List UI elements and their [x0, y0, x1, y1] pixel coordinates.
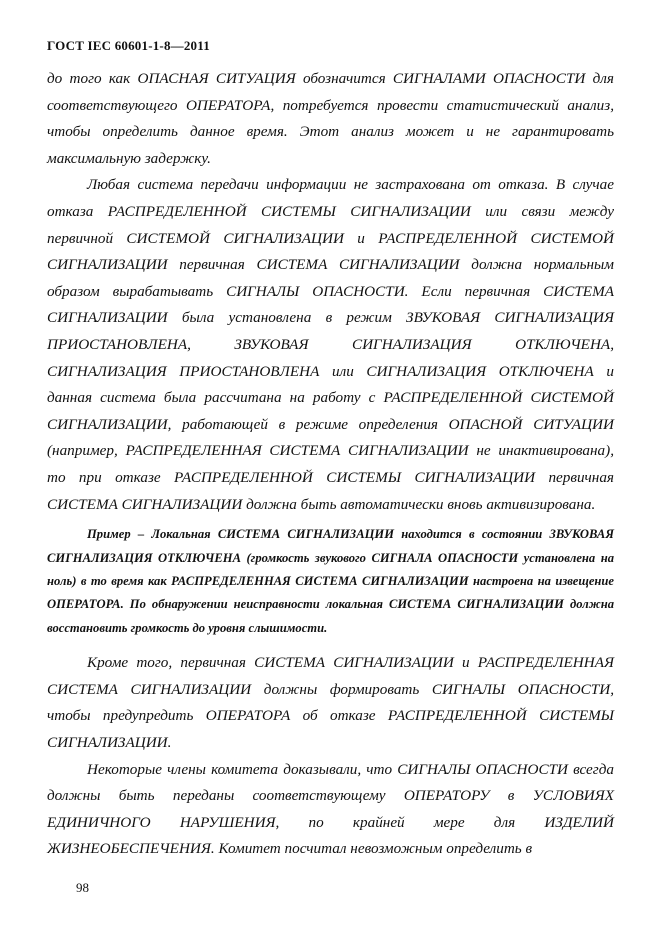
page-number: 98	[76, 880, 89, 895]
example-note: Пример – Локальная СИСТЕМА СИГНАЛИЗАЦИИ находится в состоянии ЗВУКОВАЯ СИГНАЛИЗАЦИЯ ОТКЛЮЧЕНА (громкость звукового СИГНАЛА ОПАСНОСТИ установлена на ноль) в то время как РАСПРЕДЕЛЕННАЯ СИСТЕМА СИГНАЛИЗАЦИИ настроена на извещение ОПЕРАТОРА. По обнаружении неисправности локальная СИСТЕМА СИГНАЛИЗАЦИИ должна восстановить громкость до уровня слышимости.	[47, 527, 614, 635]
paragraph-committee: Некоторые члены комитета доказывали, что СИГНАЛЫ ОПАСНОСТИ всегда должны быть переданы соответствующему ОПЕРАТОРУ в УСЛОВИЯХ ЕДИНИЧНОГО НАРУШЕНИЯ, по крайней мере для ИЗДЕЛИЙ ЖИЗНЕОБЕСПЕЧЕНИЯ. Комитет посчитал невозможным определить в	[47, 760, 614, 858]
paragraph-continuation: до того как ОПАСНАЯ СИТУАЦИЯ обозначится СИГНАЛАМИ ОПАСНОСТИ для соответствующего ОПЕРАТОРА, потребуется провести статистический анализ, чтобы определить данное время. Этот анализ может и не гарантировать максимальную задержку.	[47, 70, 614, 167]
standard-code-header: ГОСТ IEC 60601-1-8—2011	[47, 38, 210, 53]
paragraph-primary-signals: Кроме того, первичная СИСТЕМА СИГНАЛИЗАЦИИ и РАСПРЕДЕЛЕННАЯ СИСТЕМА СИГНАЛИЗАЦИИ должны формировать СИГНАЛЫ ОПАСНОСТИ, чтобы предупредить ОПЕРАТОРА об отказе РАСПРЕДЕЛЕННОЙ СИСТЕМЫ СИГНАЛИЗАЦИИ.	[47, 654, 614, 751]
paragraph-system-failure: Любая система передачи информации не застрахована от отказа. В случае отказа РАСПРЕДЕЛЕННОЙ СИСТЕМЫ СИГНАЛИЗАЦИИ или связи между первичной СИСТЕМОЙ СИГНАЛИЗАЦИИ и РАСПРЕДЕЛЕННОЙ СИСТЕМОЙ СИГНАЛИЗАЦИИ первичная СИСТЕМА СИГНАЛИЗАЦИИ должна нормальным образом вырабатывать СИГНАЛЫ ОПАСНОСТИ. Если первичная СИСТЕМА СИГНАЛИЗАЦИИ была установлена в режим ЗВУКОВАЯ СИГНАЛИЗАЦИЯ ПРИОСТАНОВЛЕНА, ЗВУКОВАЯ СИГНАЛИЗАЦИЯ ОТКЛЮЧЕНА, СИГНАЛИЗАЦИЯ ПРИОСТАНОВЛЕНА или СИГНАЛИЗАЦИЯ ОТКЛЮЧЕНА и данная система была рассчитана на работу с РАСПРЕДЕЛЕННОЙ СИСТЕМОЙ СИГНАЛИЗАЦИИ, работающей в режиме определения ОПАСНОЙ СИТУАЦИИ (например, РАСПРЕДЕЛЕННАЯ СИСТЕМА СИГНАЛИЗАЦИИ не инактивирована), то при отказе РАСПРЕДЕЛЕННОЙ СИСТЕМЫ СИГНАЛИЗАЦИИ первичная СИСТЕМА СИГНАЛИЗАЦИИ должна быть автоматически вновь активизирована.	[47, 176, 614, 513]
page-body	[47, 66, 614, 863]
